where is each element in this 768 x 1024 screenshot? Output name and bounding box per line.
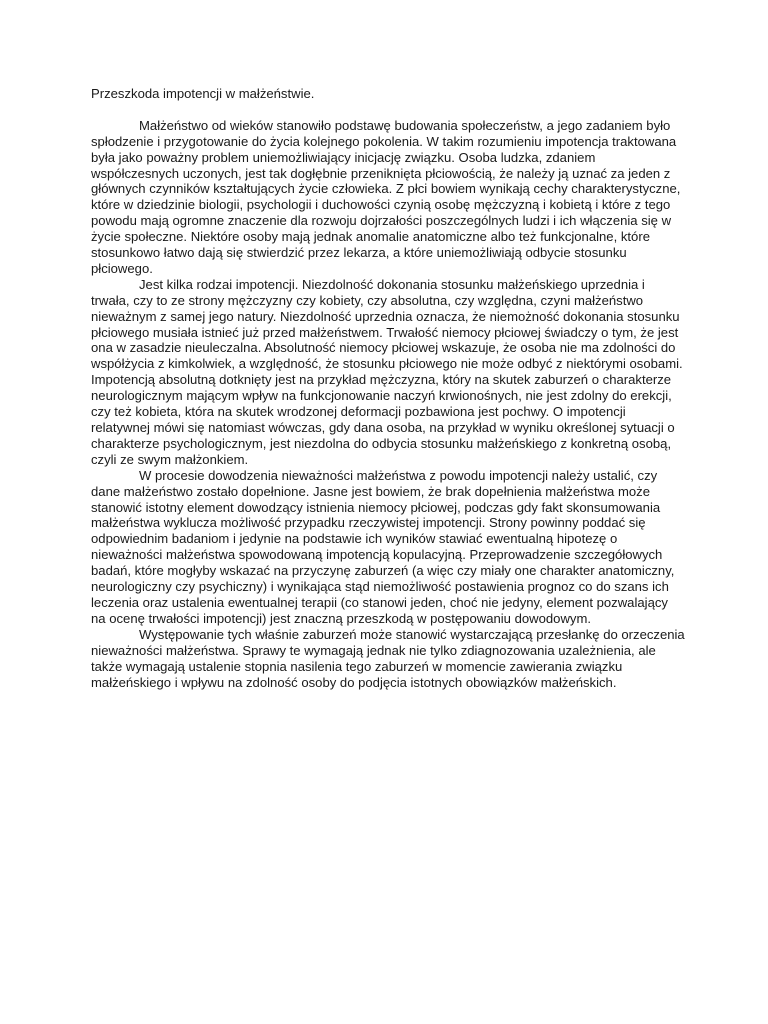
paragraph-2: Jest kilka rodzai impotencji. Niezdolność dokonania stosunku małżeńskiego uprzednia i trwała, czy to ze strony mężczyzny czy kobiety, czy absolutna, czy względna, czyni małżeństwo nieważnym z samej jego natury. Niezdolność uprzednia oznacza, że niemożność dokonania stosunku płciowego musiała istnieć już przed małżeństwem. Trwałość niemocy płciowej świadczy o tym, że jest ona w zasadzie nieuleczalna. Absolutność niemocy płciowej wskazuje, że osoba nie ma zdolności do współżycia z kimkolwiek, a względność, że stosunku płciowego nie może odbyć z niektórymi osobami. Impotencją absolutną dotknięty jest na przykład mężczyzna, który na skutek zaburzeń o charakterze neurologicznym mającym wpływ na funkcjonowanie naczyń krwionośnych, nie jest zdolny do erekcji, czy też kobieta, która na skutek wrodzonej deformacji pozbawiona jest pochwy. O impotencji relatywnej mówi się natomiast wówczas, gdy dana osoba, na przykład w wyniku określonej sytuacji o charakterze psychologicznym, jest niezdolna do odbycia stosunku małżeńskiego z konkretną osobą, czyli ze swym małżonkiem. xyxy=(91,276,683,467)
document-body xyxy=(91,86,686,690)
paragraph-3: W procesie dowodzenia nieważności małżeństwa z powodu impotencji należy ustalić, czy dane małżeństwo zostało dopełnione. Jasne jest bowiem, że brak dopełnienia małżeństwa może stanowić istotny element dowodzący istnienia niemocy płciowej, podczas gdy fakt skonsumowania małżeństwa wyklucza możliwość przypadku rzeczywistej impotencji. Strony powinny poddać się odpowiednim badaniom i jedynie na podstawie ich wyników stawiać ewentualną hipotezę o nieważności małżeństwa spowodowaną impotencją kopulacyjną. Przeprowadzenie szczegółowych badań, które mogłyby wskazać na przyczynę zaburzeń (a więc czy miały one charakter anatomiczny, neurologiczny czy psychiczny) i wynikająca stąd niemożliwość postawienia prognoz co do szans ich leczenia oraz ustalenia ewentualnej terapii (co stanowi jeden, choć nie jedyny, element pozwalający na ocenę trwałości impotencji) jest znaczną przeszkodą w postępowaniu dowodowym. xyxy=(91,467,675,626)
paragraph-4: Występowanie tych właśnie zaburzeń może stanowić wystarczającą przesłankę do orzeczenia nieważności małżeństwa. Sprawy te wymagają jednak nie tylko zdiagnozowania uzależnienia, ale także wymagają ustalenie stopnia nasilenia tego zaburzeń w momencie zawierania związku małżeńskiego i wpływu na zdolność osoby do podjęcia istotnych obowiązków małżeńskich. xyxy=(91,626,685,690)
document-title: Przeszkoda impotencji w małżeństwie. xyxy=(91,86,315,101)
paragraph-1: Małżeństwo od wieków stanowiło podstawę budowania społeczeństw, a jego zadaniem było spłodzenie i przygotowanie do życia kolejnego pokolenia. W takim rozumieniu impotencja traktowana była jako poważny problem uniemożliwiający inicjację związku. Osoba ludzka, zdaniem współczesnych uczonych, jest tak dogłębnie przeniknięta płciowością, że należy ją uznać za jeden z głównych czynników kształtujących życie człowieka. Z płci bowiem wynikają cechy charakterystyczne, które w dziedzinie biologii, psychologii i duchowości czynią osobę mężczyzną i kobietą i które z tego powodu mają ogromne znaczenie dla rozwoju dojrzałości poszczególnych ludzi i ich włączenia się w życie społeczne. Niektóre osoby mają jednak anomalie anatomiczne albo też funkcjonalne, które stosunkowo łatwo dają się stwierdzić przez lekarza, a które uniemożliwiają odbycie stosunku płciowego. xyxy=(91,117,681,276)
